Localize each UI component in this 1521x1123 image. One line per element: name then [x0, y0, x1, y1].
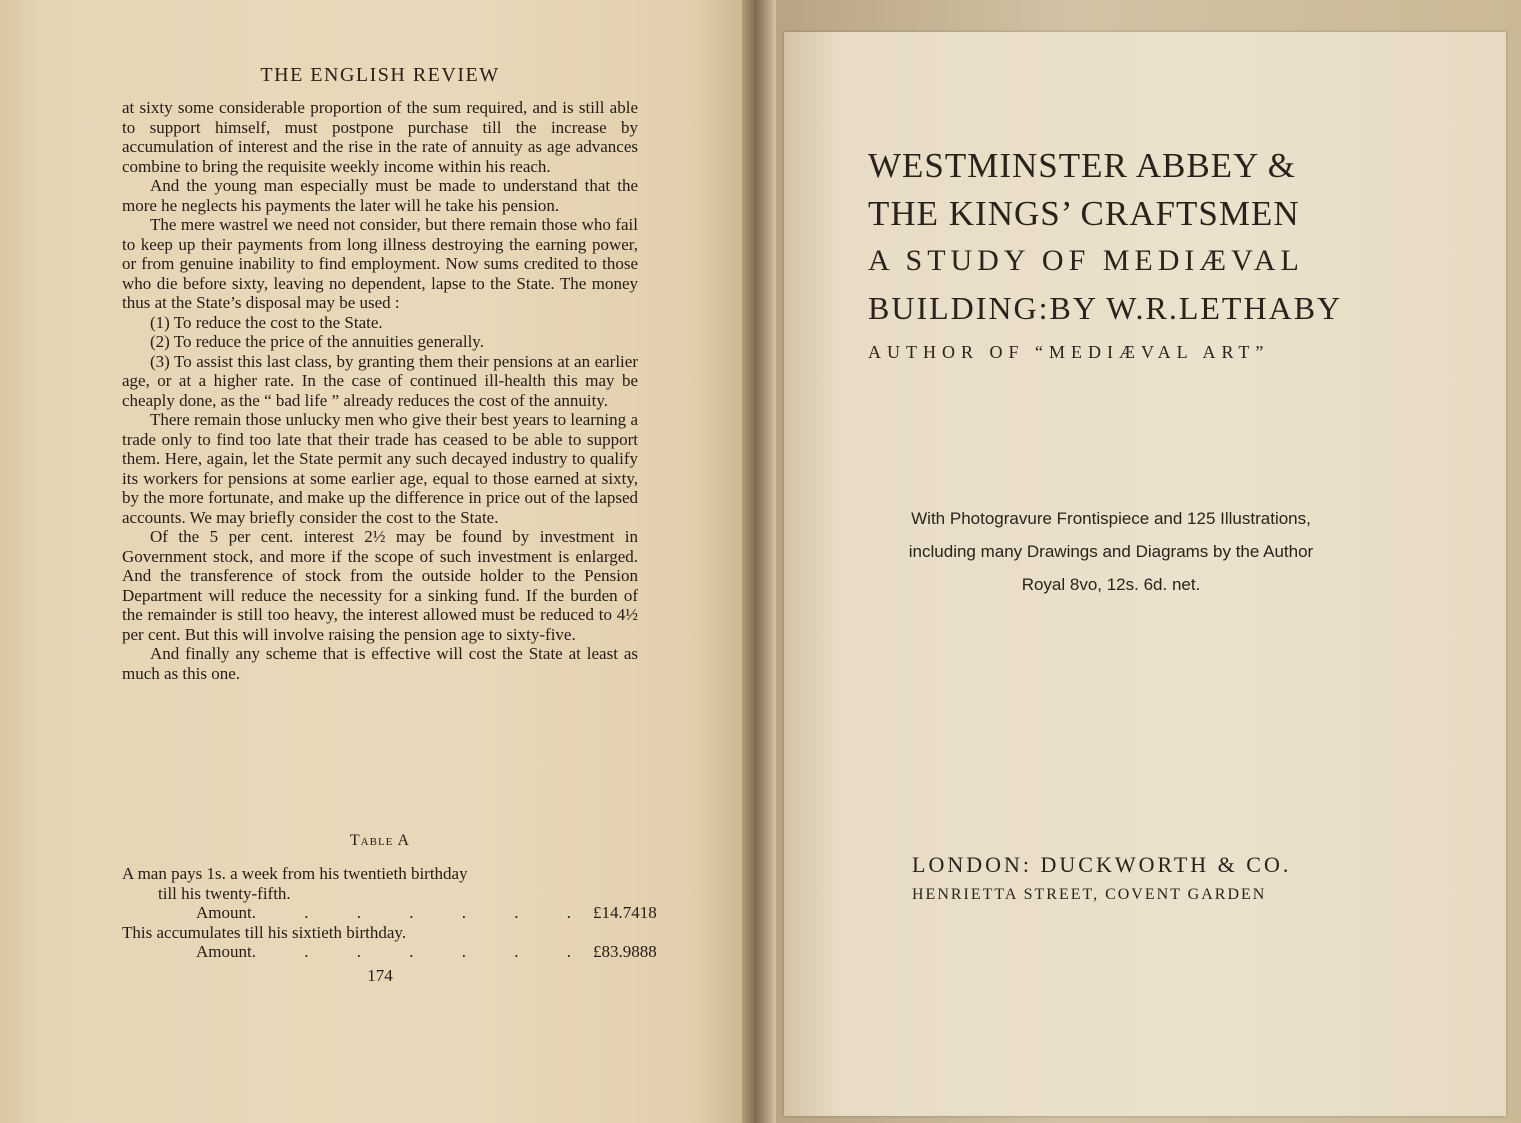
paragraph: And the young man especially must be made to understand that the more he neglects his payments the later will he take his pension. [122, 176, 638, 215]
list-item: (3) To assist this last class, by granting them their pensions at an earlier age, or at a higher rate. In the case of continued ill-health this may be cheaply done, as the “ bad life ” already reduces the cost of the annuity. [122, 351, 638, 410]
paragraph: The mere wastrel we need not consider, but there remain those who fail to keep up their payments from long illness destroying the earning power, or from genuine inability to find employment. Now sums credited to those who die before sixty, leaving no dependent, lapse to the State. The money thus at the State’s disposal may be used : [122, 215, 638, 312]
leader-dots: . . . . . . . [251, 942, 593, 961]
body-text [122, 98, 638, 683]
amount-row [122, 942, 657, 962]
book-gutter [742, 0, 776, 1123]
paragraph: And finally any scheme that is effective will cost the State at least as much as this one. [122, 644, 638, 683]
list-item: (1) To reduce the cost to the State. [150, 312, 383, 332]
leader-dots: . . . . . . . [251, 903, 593, 922]
table-line: This accumulates till his sixtieth birthday. [122, 922, 407, 942]
book-description [868, 502, 1354, 601]
left-page [0, 0, 752, 1123]
paragraph: at sixty some considerable proportion of the sum required, and is still able to support himself, must postpone purchase till the increase by accumulation of interest and the rise in the rate of annuity as age advances combine to bring the requisite weekly income within his reach. [122, 98, 638, 176]
description-line: Royal 8vo, 12s. 6d. net. [1021, 575, 1201, 594]
page-number: 174 [367, 966, 393, 985]
running-head: THE ENGLISH REVIEW [260, 64, 500, 86]
amount-label: Amount [196, 903, 252, 922]
list-item: (2) To reduce the price of the annuities generally. [150, 332, 484, 351]
title-line: THE KINGS’ CRAFTSMEN [868, 194, 1300, 233]
table-line: A man pays 1s. a week from his twentieth birthday [122, 864, 468, 883]
amount-row [122, 903, 657, 923]
amount-label: Amount [196, 942, 252, 961]
table-line: till his twenty-fifth. [158, 883, 291, 903]
amount-value: £83.9888 [592, 942, 657, 961]
amount-value: £14.7418 [592, 903, 657, 922]
paragraph: Of the 5 per cent. interest 2½ may be found by investment in Government stock, and more if the scope of such investment is enlarged. And the transference of stock from the outside holder to the Pension Department will reduce the necessity for a sinking fund. If the burden of the remainder is still too heavy, the interest allowed must be reduced to 4½ per cent. But this will involve raising the pension age to sixty-five. [122, 527, 638, 644]
title-line: WESTMINSTER ABBEY & [868, 146, 1296, 185]
paragraph: There remain those unlucky men who give their best years to learning a trade only to find too late that their trade has ceased to be able to support them. Here, again, let the State permit any such decayed industry to qualify its workers for pensions at some earlier age, equal to those earned at sixty, by the more fortunate, and make up the difference in price out of the lapsed accounts. We may briefly consider the cost to the State. [122, 410, 638, 527]
publisher-name: LONDON: DUCKWORTH & CO. [912, 852, 1292, 877]
author-line: AUTHOR OF “MEDIÆVAL ART” [868, 342, 1270, 362]
description-line: With Photogravure Frontispiece and 125 Illustrations, [911, 509, 1311, 528]
table-title: Table A [349, 832, 411, 849]
title-line: A STUDY OF MEDIÆVAL [868, 244, 1304, 277]
table-a [122, 864, 657, 962]
title-line: BUILDING:BY W.R.LETHABY [868, 290, 1343, 326]
description-line: including many Drawings and Diagrams by the Author [908, 542, 1314, 561]
publisher-address: HENRIETTA STREET, COVENT GARDEN [912, 886, 1267, 903]
